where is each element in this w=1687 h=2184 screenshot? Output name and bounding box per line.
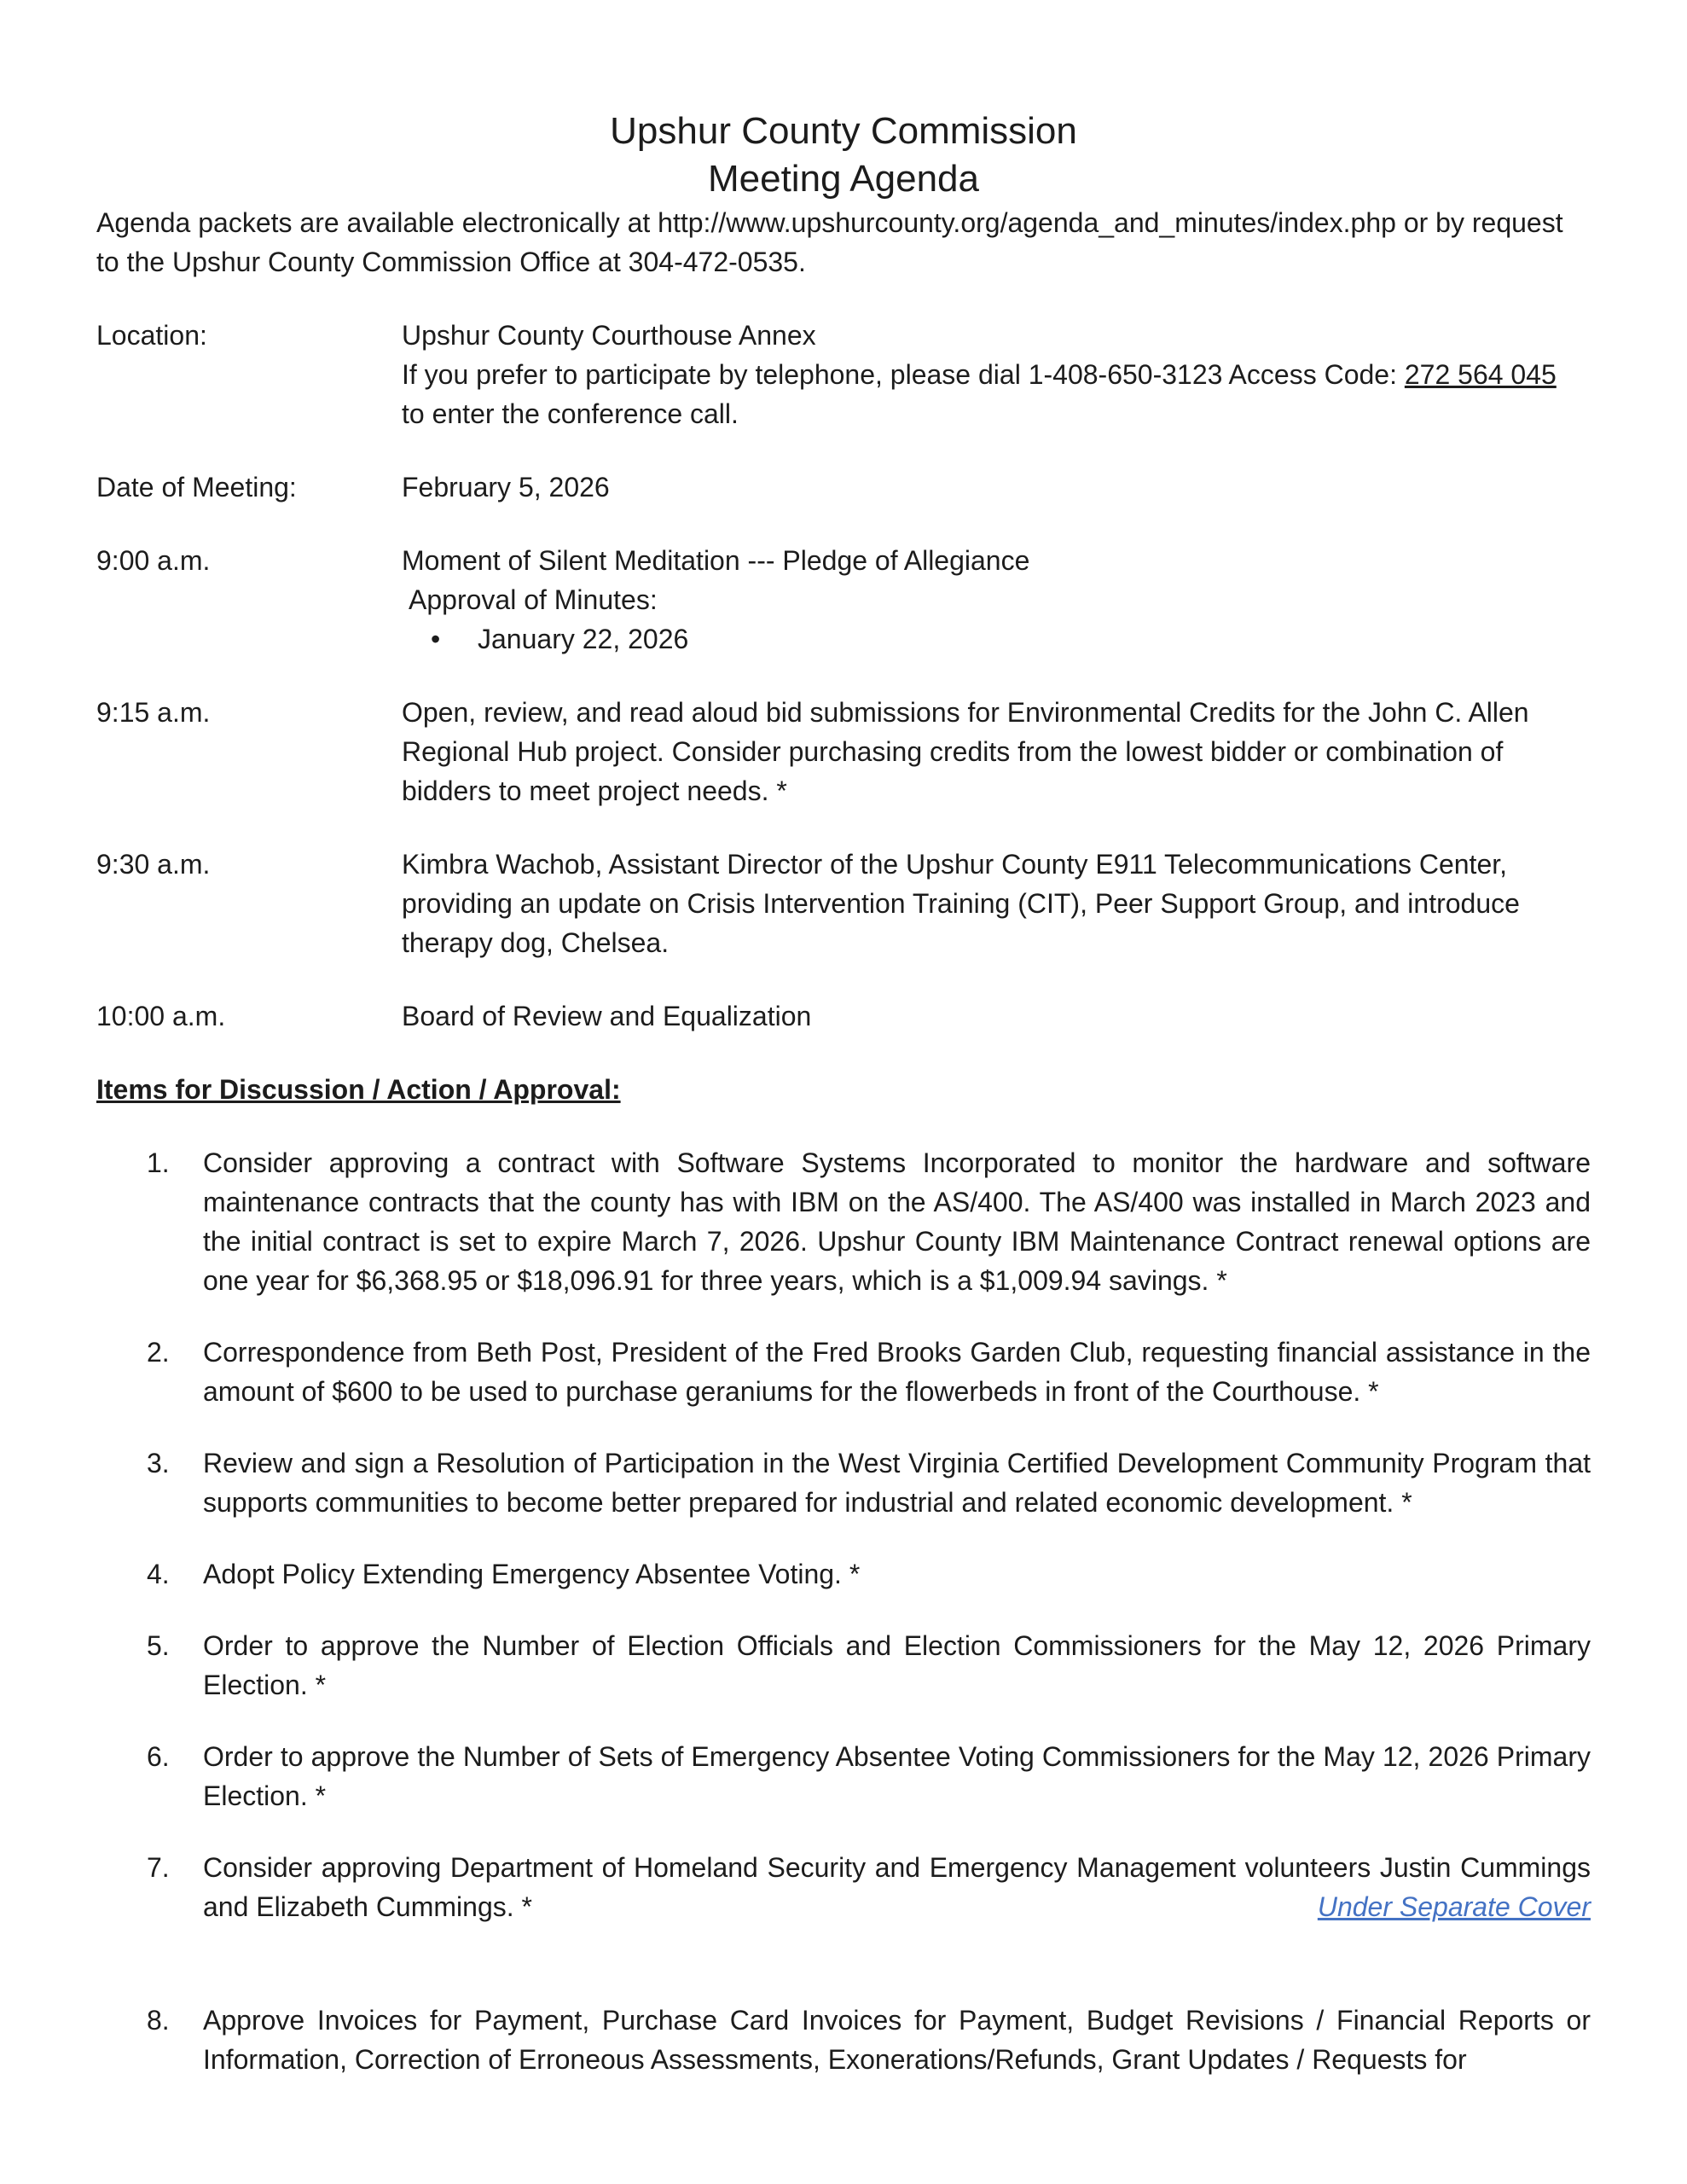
phone-instructions: If you prefer to participate by telephone, please dial 1-408-650-3123 Access Code:: [402, 359, 1405, 390]
item-number-5: 5.: [147, 1630, 170, 1661]
agenda-item-7: [147, 1848, 1591, 1926]
time-label-915: 9:15 a.m.: [96, 697, 211, 728]
date-of-meeting-label: Date of Meeting:: [96, 472, 297, 502]
item-text-2: Correspondence from Beth Post, President of the Fred Brooks Garden Club, requesting financial assistance in the amount of $600 to be used to purchase geraniums for the flowerbeds in front of the Courthouse. *: [203, 1337, 1591, 1407]
page-title: Upshur County Commission: [610, 110, 1077, 152]
item-text-8: Approve Invoices for Payment, Purchase Card Invoices for Payment, Budget Revisions / Financial Reports or Information, Correction of Erroneous Assessments, Exonerations/Refunds, Grant Updates / Requests for: [203, 2005, 1591, 2075]
item-number-3: 3.: [147, 1448, 170, 1478]
agenda-items-list: [96, 1143, 1591, 2079]
time-label-930: 9:30 a.m.: [96, 849, 211, 880]
items-section-heading-text: Items for Discussion / Action / Approval:: [96, 1074, 621, 1105]
minutes-bullet-item: [402, 619, 1591, 659]
agenda-930-text: Kimbra Wachob, Assistant Director of the Upshur County E911 Telecommunications Center, providing an update on Crisis Intervention Training (CIT), Peer Support Group, and introduce therapy dog, Chelsea.: [402, 849, 1520, 958]
agenda-item-8: [147, 1959, 1591, 2079]
agenda-900-value: [402, 541, 1591, 659]
agenda-item-5: [147, 1626, 1591, 1705]
item-number-8: 8.: [147, 2005, 170, 2036]
item-number-2: 2.: [147, 1337, 170, 1368]
schedule-row-1000: [96, 996, 1591, 1036]
location-venue: Upshur County Courthouse Annex: [402, 320, 816, 351]
item-7-body-text: Consider approving Department of Homeland Security and Emergency Management volunteers Justin Cummings and Elizabeth Cummings. *: [203, 1852, 1591, 1922]
access-code: 272 564 045: [1404, 359, 1557, 390]
under-separate-cover-link[interactable]: Under Separate Cover: [1317, 1891, 1591, 1922]
item-text-7: [203, 1848, 1591, 1926]
item-number-4: 4.: [147, 1559, 170, 1589]
schedule-section: [96, 316, 1591, 1036]
minutes-date: January 22, 2026: [478, 624, 689, 654]
location-value: [402, 316, 1591, 433]
agenda-915-text: Open, review, and read aloud bid submissions for Environmental Credits for the John C. Allen Regional Hub project. Consider purchasing credits from the lowest bidder or combination of bidders to meet project needs. *: [402, 697, 1529, 806]
location-phone-line: [402, 355, 1591, 394]
agenda-item-1: [147, 1143, 1591, 1300]
agenda-item-4: [147, 1554, 1591, 1594]
document-header: [96, 107, 1591, 203]
agenda-item-2: [147, 1333, 1591, 1411]
item-text-1: Consider approving a contract with Software Systems Incorporated to monitor the hardware and software maintenance contracts that the county has with IBM on the AS/400. The AS/400 was installed in March 2023 and the initial contract is set to expire March 7, 2026. Upshur County IBM Maintenance Contract renewal options are one year for $6,368.95 or $18,096.91 for three years, which is a $1,009.94 savings. *: [203, 1147, 1591, 1296]
item-number-1: 1.: [147, 1147, 170, 1178]
item-text-5: Order to approve the Number of Election Officials and Election Commissioners for the May 12, 2026 Primary Election. *: [203, 1630, 1591, 1700]
item-text-4: Adopt Policy Extending Emergency Absentee Voting. *: [203, 1559, 861, 1589]
item-text-3: Review and sign a Resolution of Participation in the West Virginia Certified Development Community Program that supports communities to become better prepared for industrial and related economic development. *: [203, 1448, 1591, 1518]
items-section-heading: [96, 1070, 621, 1109]
location-label: Location:: [96, 320, 207, 351]
page-subtitle: Meeting Agenda: [707, 158, 980, 200]
schedule-row-930: [96, 845, 1591, 962]
agenda-item-6: [147, 1737, 1591, 1815]
date-of-meeting-value: February 5, 2026: [402, 472, 610, 502]
approval-of-minutes-line: Approval of Minutes:: [409, 584, 658, 615]
schedule-row-date: [96, 468, 1591, 507]
meditation-pledge-line: Moment of Silent Meditation --- Pledge of Allegiance: [402, 545, 1030, 576]
schedule-row-900: [96, 541, 1591, 659]
conference-call-note: to enter the conference call.: [402, 398, 739, 429]
time-label-1000: 10:00 a.m.: [96, 1001, 226, 1031]
bullet-icon: •: [431, 624, 441, 654]
agenda-1000-text: Board of Review and Equalization: [402, 1001, 812, 1031]
intro-paragraph: Agenda packets are available electronically at http://www.upshurcounty.org/agenda_and_minutes/index.php or by request to the Upshur County Commission Office at 304-472-0535.: [96, 207, 1563, 277]
item-number-7: 7.: [147, 1852, 170, 1883]
item-text-6: Order to approve the Number of Sets of Emergency Absentee Voting Commissioners for the May 12, 2026 Primary Election. *: [203, 1741, 1591, 1811]
schedule-row-915: [96, 693, 1591, 810]
item-number-6: 6.: [147, 1741, 170, 1772]
time-label-900: 9:00 a.m.: [96, 545, 211, 576]
schedule-row-location: [96, 316, 1591, 433]
agenda-item-3: [147, 1443, 1591, 1522]
